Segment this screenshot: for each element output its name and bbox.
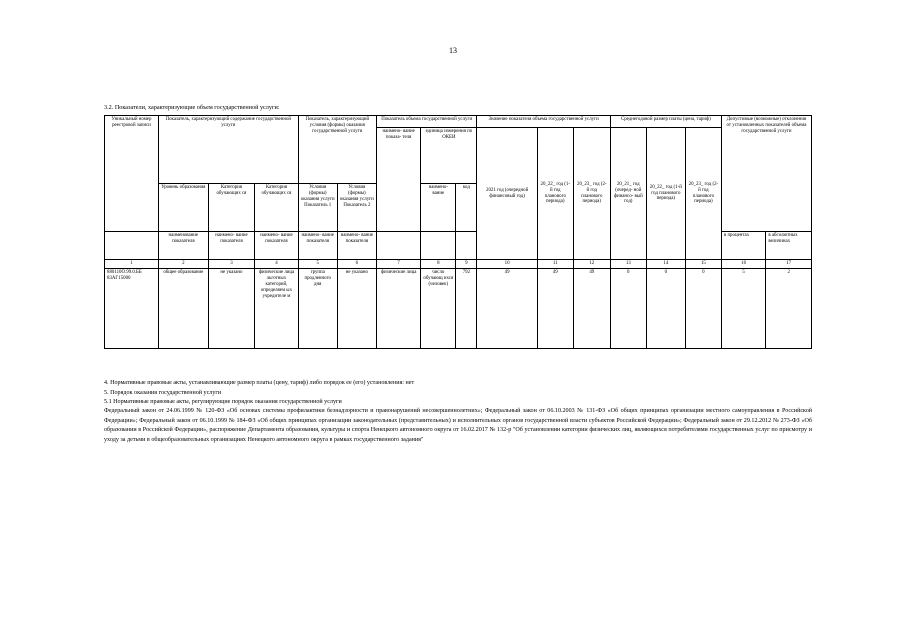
header-indicator-name-4: наимено- вание показателя [298, 232, 337, 260]
section-4-text: 4. Нормативные правовые акты, устанавливающие размер платы (цену, тариф) либо порядок ее (его) установления: нет [104, 380, 415, 386]
header-condition-2: Условия (формы) оказания услуги Показатель 2 [337, 184, 376, 232]
header-content-indicator: Показатель, характеризующий содержание государственной услуги [158, 116, 298, 184]
header-student-category-1: Категория обучающих ся [208, 184, 255, 232]
table-row: 880110О.99.0.ББ 83АГ15000 общее образование не указано физические лица льготных категорий, определяем ых учредителе м группа продленного дня не указано физические лица число обучающ ихся (человек) 792 49 49 49 0 0 0 5 2 [105, 269, 812, 349]
header-volume-value: Значение показателя объема государственной услуги [477, 116, 610, 128]
header-volume-name: наимено- вание показа- теля [376, 128, 420, 232]
header-conditions-indicator: Показатель, характеризующий условия (формы) оказания государственной услуги [298, 116, 376, 184]
page-number: 13 [449, 46, 457, 55]
volume-indicators-table [104, 115, 812, 349]
header-deviation-absolute: в абсолютных величинах [766, 232, 812, 260]
section-heading: 3.2. Показатели, характеризующие объем государственной услуги: [104, 104, 280, 111]
header-price-year-2023: 20_23_ год (2-й год планового периода) [685, 128, 721, 260]
header-allowed-deviation: Допустимые (возможные) отклонения от установленных показателей объема государственной услуги [721, 116, 811, 232]
header-unit-code: код [456, 184, 477, 232]
header-year-2022: 20_22_ год (1-й год планового периода) [537, 128, 573, 260]
header-volume-indicator: Показатель объема государственной услуги [376, 116, 477, 128]
section-5-1-heading: 5.1 Нормативные правовые акты, регулирующие порядок оказания государственной услуги [104, 399, 342, 406]
header-deviation-percent: в процентах [721, 232, 765, 260]
header-average-price: Среднегодовой размер платы (цена, тариф) [610, 116, 721, 128]
section-5-heading: 5. Порядок оказания государственной услуги [104, 389, 222, 396]
header-price-year-2022: 20_22_ год (1-й год планового периода) [646, 128, 685, 260]
header-condition-1: Условия (формы) оказания услуги Показатель 1 [298, 184, 337, 232]
column-number-row: 1 2 3 4 5 6 7 8 9 10 11 12 13 14 15 16 17 [105, 260, 812, 269]
header-indicator-name-5: наимено- вание показателя [337, 232, 376, 260]
header-year-2021: 2021 год (очередной финансовый год) [477, 128, 537, 260]
header-education-level: Уровень образования [158, 184, 208, 232]
header-indicator-name-2: наимено- вание показателя [208, 232, 255, 260]
header-indicator-name-1: наименование показателя [158, 232, 208, 260]
header-student-category-2: Категория обучающих ся [255, 184, 298, 232]
header-price-year-2021: 20_21_ год (очеред- ной финансо- вый год) [610, 128, 646, 260]
header-indicator-name-3: наимено- вание показателя [255, 232, 298, 260]
header-year-2023: 20_23_ год (2-й год планового периода) [573, 128, 610, 260]
section-lines [104, 379, 814, 408]
legal-acts-paragraph: Федеральный закон от 24.06.1999 № 120-ФЗ «Об основах системы профилактики безнадзорности и правонарушений несовершеннолетних»; Федеральный закон от 06.10.2003 № 131-ФЗ «Об общих принципах организации местного самоуправления в Российской Федерации»; Федеральный закон от 06.10.1999 № 184-ФЗ «Об общих принципах организации законодательных (представительных) и исполнительных органов государственной власти субъектов Российской Федерации»; Федеральный закон от 29.12.2012 № 273-ФЗ «Об образовании в Российской Федерации», распоряжение Департамента образования, культуры и спорта Ненецкого автономного округа от 16.02.2017 № 132-р "Об установлении категории физических лиц, являющихся потребителями государственных услуг по присмотру и уходу за детьми в общеобразовательных организациях Ненецкого автономного округа в рамках государственного задания" [104, 408, 812, 444]
header-unique-number: Уникальный номер реестровой записи [105, 116, 159, 232]
header-volume-unit: единица измерения по ОКЕИ [421, 128, 477, 184]
header-unit-name: наимено- вание [421, 184, 456, 232]
